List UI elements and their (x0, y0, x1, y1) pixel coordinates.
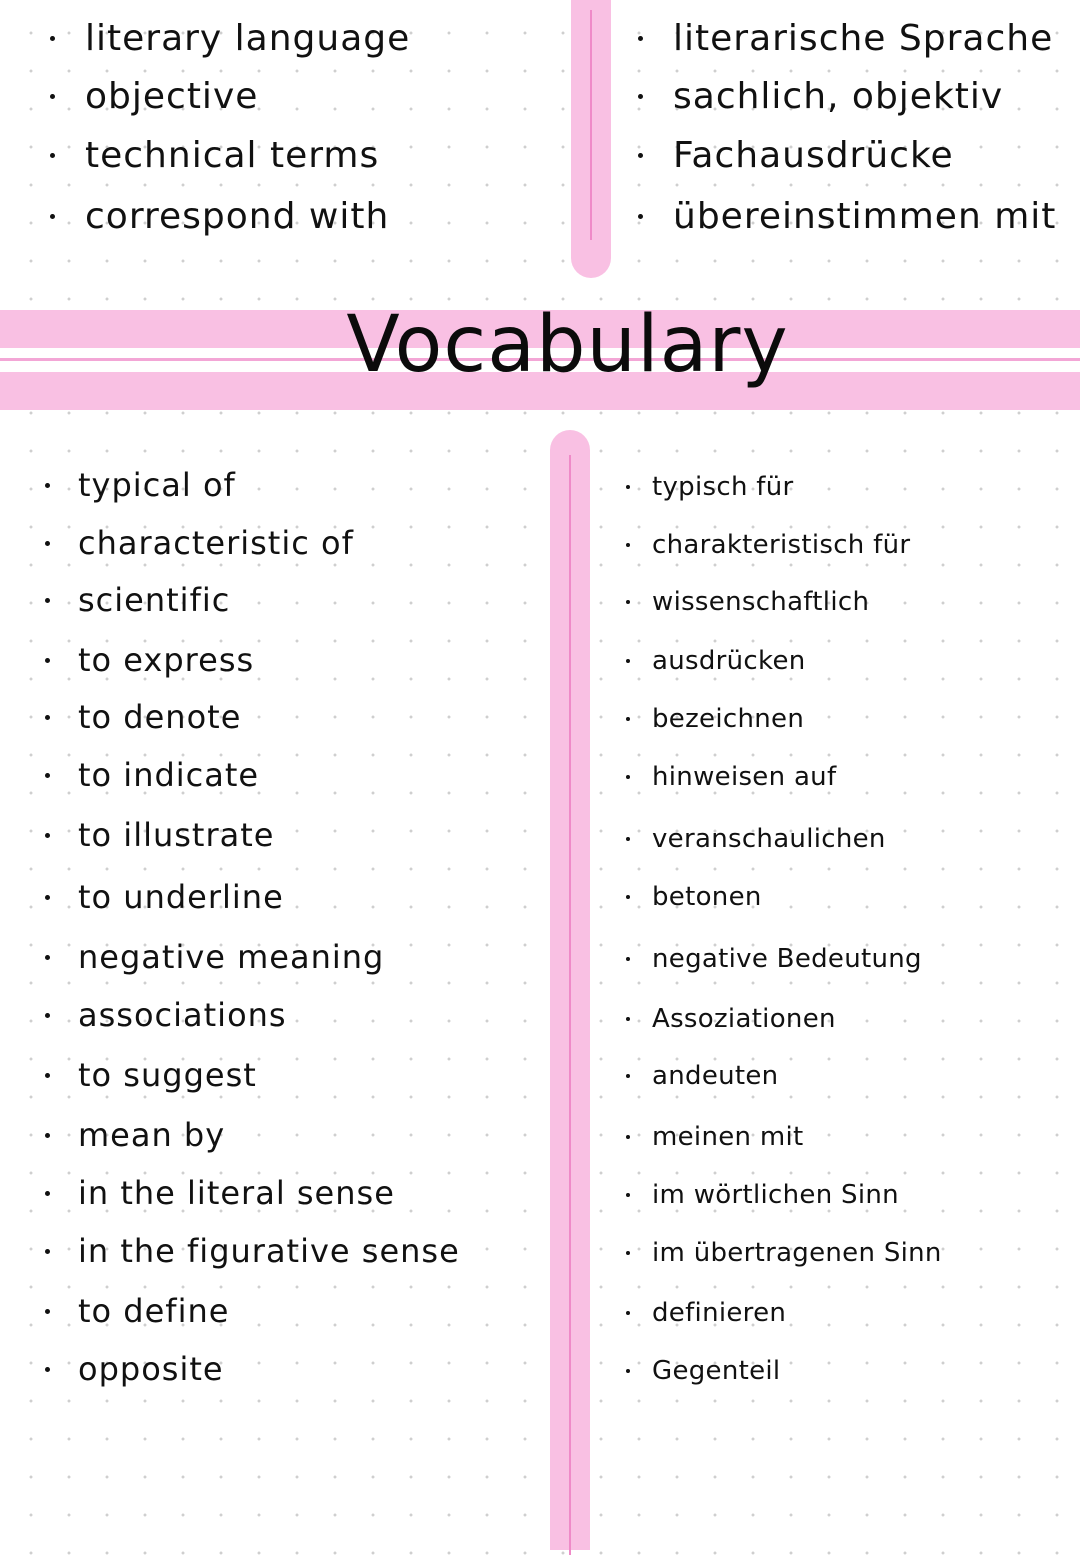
term-en: to illustrate (78, 816, 275, 854)
term-de: sachlich, objektiv (673, 76, 1004, 117)
list-item (626, 1180, 899, 1210)
list-item (50, 18, 410, 59)
term-en: opposite (78, 1350, 224, 1388)
bullet-icon (626, 543, 630, 547)
list-item (45, 698, 241, 736)
bullet-icon (45, 598, 50, 603)
bullet-icon (50, 153, 55, 158)
term-de: charakteristisch für (652, 530, 911, 560)
term-de: definieren (652, 1298, 787, 1328)
list-item (45, 1116, 225, 1154)
term-en: to indicate (78, 756, 260, 794)
bullet-icon (626, 1251, 630, 1255)
bullet-icon (45, 833, 50, 838)
bullet-icon (45, 1073, 50, 1078)
list-item (45, 1056, 257, 1094)
list-item (626, 1004, 836, 1034)
bullet-icon (638, 94, 643, 99)
term-en: in the literal sense (78, 1174, 395, 1212)
list-item (626, 1238, 942, 1268)
bullet-icon (45, 658, 50, 663)
bullet-icon (626, 717, 630, 721)
list-item (638, 135, 954, 176)
bullet-icon (626, 1369, 630, 1373)
term-en: negative meaning (78, 938, 385, 976)
bullet-icon (45, 1249, 50, 1254)
term-en: correspond with (85, 196, 390, 237)
bullet-icon (45, 955, 50, 960)
list-item (626, 882, 762, 912)
list-item (626, 1356, 780, 1386)
list-item (638, 196, 1056, 237)
bullet-icon (626, 1017, 630, 1021)
term-de: wissenschaftlich (652, 587, 870, 617)
bullet-icon (45, 1309, 50, 1314)
term-en: to suggest (78, 1056, 257, 1094)
term-de: ausdrücken (652, 646, 806, 676)
term-de: Fachausdrücke (673, 135, 954, 176)
term-de: literarische Sprache (673, 18, 1054, 59)
bullet-icon (45, 1133, 50, 1138)
list-item (626, 472, 794, 502)
bullet-icon (626, 957, 630, 961)
main-divider (550, 430, 590, 1550)
term-en: to express (78, 641, 255, 679)
main-english-list (45, 460, 535, 1420)
bullet-icon (45, 715, 50, 720)
term-en: to underline (78, 878, 284, 916)
bullet-icon (626, 485, 630, 489)
top-divider-line (590, 10, 592, 240)
list-item (626, 824, 886, 854)
bullet-icon (50, 94, 55, 99)
bullet-icon (626, 775, 630, 779)
top-english-list (50, 0, 550, 280)
list-item (626, 1061, 778, 1091)
list-item (626, 704, 804, 734)
list-item (45, 756, 259, 794)
term-en: scientific (78, 581, 231, 619)
bullet-icon (626, 1135, 630, 1139)
list-item (45, 996, 287, 1034)
term-en: mean by (78, 1116, 226, 1154)
bullet-icon (638, 36, 643, 41)
term-de: negative Bedeutung (652, 944, 922, 974)
bullet-icon (45, 1191, 50, 1196)
bullet-icon (626, 895, 630, 899)
bullet-icon (45, 1367, 50, 1372)
bullet-icon (626, 1311, 630, 1315)
list-item (45, 466, 236, 504)
list-item (50, 135, 379, 176)
bullet-icon (45, 773, 50, 778)
term-en: technical terms (85, 135, 380, 176)
term-en: in the figurative sense (78, 1232, 460, 1270)
bullet-icon (638, 153, 643, 158)
term-de: meinen mit (652, 1122, 804, 1152)
list-item (626, 646, 806, 676)
bullet-icon (626, 1074, 630, 1078)
list-item (50, 76, 258, 117)
list-item (45, 816, 274, 854)
list-item (626, 1122, 804, 1152)
term-de: andeuten (652, 1061, 779, 1091)
list-item (626, 1298, 786, 1328)
bullet-icon (50, 36, 55, 41)
term-en: objective (85, 76, 259, 117)
term-en: typical of (78, 466, 236, 504)
main-divider-line (569, 455, 571, 1555)
term-en: characteristic of (78, 524, 354, 562)
term-en: to denote (78, 698, 242, 736)
bullet-icon (50, 214, 55, 219)
term-de: veranschaulichen (652, 824, 886, 854)
term-en: associations (78, 996, 287, 1034)
bullet-icon (626, 659, 630, 663)
list-item (626, 530, 910, 560)
term-de: hinweisen auf (652, 762, 837, 792)
term-en: literary language (85, 18, 411, 59)
page-title: Vocabulary (346, 300, 789, 390)
term-de: bezeichnen (652, 704, 805, 734)
term-de: Assoziationen (652, 1004, 836, 1034)
list-item (45, 1232, 460, 1270)
bullet-icon (45, 483, 50, 488)
list-item (638, 18, 1053, 59)
list-item (45, 524, 354, 562)
list-item (638, 76, 1003, 117)
main-german-list (626, 460, 1066, 1420)
list-item (50, 196, 389, 237)
list-item (45, 1174, 395, 1212)
bullet-icon (45, 1013, 50, 1018)
term-en: to define (78, 1292, 230, 1330)
term-de: betonen (652, 882, 762, 912)
list-item (45, 938, 384, 976)
bullet-icon (626, 600, 630, 604)
list-item (626, 944, 922, 974)
top-divider (571, 0, 611, 278)
list-item (45, 878, 284, 916)
list-item (45, 1292, 229, 1330)
term-de: typisch für (652, 472, 794, 502)
list-item (626, 587, 869, 617)
list-item (45, 581, 230, 619)
top-german-list (638, 0, 1058, 280)
term-de: Gegenteil (652, 1356, 781, 1386)
list-item (626, 762, 836, 792)
list-item (45, 1350, 224, 1388)
list-item (45, 641, 254, 679)
bullet-icon (626, 1193, 630, 1197)
bullet-icon (45, 895, 50, 900)
term-de: im übertragenen Sinn (652, 1238, 942, 1268)
bullet-icon (626, 837, 630, 841)
bullet-icon (638, 214, 643, 219)
term-de: im wörtlichen Sinn (652, 1180, 899, 1210)
bullet-icon (45, 541, 50, 546)
term-de: übereinstimmen mit (673, 196, 1057, 237)
